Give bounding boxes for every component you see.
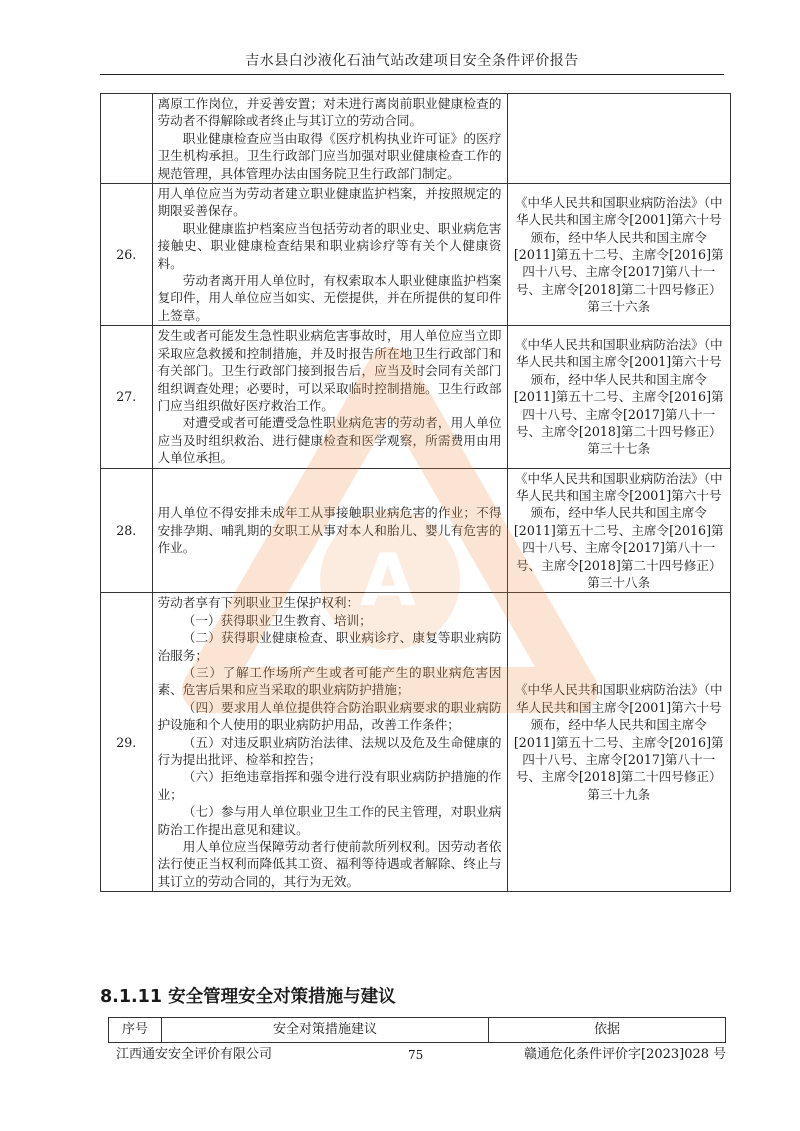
basis-cell [507, 94, 731, 184]
footer-doc-number: 赣通危化条件评价字[2023]028 号 [524, 1047, 727, 1062]
paragraph: （三）了解工作场所产生或者可能产生的职业病危害因素、危害后果和应当采取的职业病防护措施； [157, 665, 502, 698]
table-row-29 [101, 593, 731, 892]
basis-cell: 《中华人民共和国职业病防治法》（中华人民共和国主席令[2001]第六十号颁布，经中华人民共和国主席令[2011]第五十二号、主席令[2016]第四十八号、主席令[2017]第八十一号、主席令[2018]第二十四号修正）第三十六条 [507, 184, 731, 326]
col-header-basis: 依据 [489, 1018, 726, 1043]
paragraph: 离原工作岗位，并妥善安置；对未进行离岗前职业健康检查的劳动者不得解除或者终止与其订立的劳动合同。 [157, 96, 502, 129]
paragraph: （六）拒绝违章指挥和强令进行没有职业病防护措施的作业； [157, 769, 502, 802]
requirement-cell [152, 593, 507, 892]
col-header-measures: 安全对策措施建议 [162, 1018, 489, 1043]
paragraph: 发生或者可能发生急性职业病危害事故时，用人单位应当立即采取应急救援和控制措施，并及时报告所在地卫生行政部门和有关部门。卫生行政部门接到报告后，应当及时会同有关部门组织调查处理；必要时，可以采取临时控制措施。卫生行政部门应当组织做好医疗救治工作。 [157, 328, 502, 413]
row-number [101, 94, 153, 184]
requirement-cell [152, 326, 507, 468]
requirement-cell [152, 468, 507, 593]
paragraph: 职业健康监护档案应当包括劳动者的职业史、职业病危害接触史、职业健康检查结果和职业病诊疗等有关个人健康资料。 [157, 220, 502, 271]
paragraph: 职业健康检查应当由取得《医疗机构执业许可证》的医疗卫生机构承担。卫生行政部门应当加强对职业健康检查工作的规范管理，具体管理办法由国务院卫生行政部门制定。 [157, 130, 502, 181]
basis-cell: 《中华人民共和国职业病防治法》（中华人民共和国主席令[2001]第六十号颁布，经中华人民共和国主席令[2011]第五十二号、主席令[2016]第四十八号、主席令[2017]第八十一号、主席令[2018]第二十四号修正）第三十九条 [507, 593, 731, 892]
table-row-26 [101, 184, 731, 326]
paragraph: 劳动者离开用人单位时，有权索取本人职业健康监护档案复印件，用人单位应当如实、无偿提供，并在所提供的复印件上签章。 [157, 273, 502, 323]
requirement-cell [152, 94, 507, 184]
page-number: 75 [408, 1048, 424, 1062]
basis-cell: 《中华人民共和国职业病防治法》（中华人民共和国主席令[2001]第六十号颁布，经中华人民共和国主席令[2011]第五十二号、主席令[2016]第四十八号、主席令[2017]第八十一号、主席令[2018]第二十四号修正）第三十七条 [507, 326, 731, 468]
paragraph: （五）对违反职业病防治法律、法规以及危及生命健康的行为提出批评、检举和控告； [157, 734, 502, 768]
paragraph: 对遭受或者可能遭受急性职业病危害的劳动者，用人单位应当及时组织救治、进行健康检查和医学观察，所需费用由用人单位承担。 [157, 415, 502, 466]
regulation-table [100, 93, 731, 892]
paragraph: （二）获得职业健康检查、职业病诊疗、康复等职业病防治服务； [157, 630, 502, 663]
measures-table [108, 1017, 726, 1043]
row-number: 29. [101, 593, 153, 892]
page-header: 吉水县白沙液化石油气站改建项目安全条件评价报告 [245, 53, 579, 69]
paragraph: （一）获得职业卫生教育、培训； [182, 612, 372, 628]
section-title: 8.1.11 安全管理安全对策措施与建议 [100, 987, 396, 1007]
row-number: 26. [101, 184, 153, 326]
col-header-number: 序号 [109, 1018, 162, 1043]
requirement-cell [152, 184, 507, 326]
basis-cell: 《中华人民共和国职业病防治法》（中华人民共和国主席令[2001]第六十号颁布，经中华人民共和国主席令[2011]第五十二号、主席令[2016]第四十八号、主席令[2017]第八十一号、主席令[2018]第二十四号修正）第三十八条 [507, 468, 731, 593]
paragraph: 劳动者享有下列职业卫生保护权利： [157, 595, 360, 611]
paragraph: （四）要求用人单位提供符合防治职业病要求的职业病防护设施和个人使用的职业病防护用品，改善工作条件； [157, 699, 502, 733]
table-row-27 [101, 326, 731, 468]
table-row-continuation [101, 94, 731, 184]
paragraph: （七）参与用人单位职业卫生工作的民主管理，对职业病防治工作提出意见和建议。 [157, 804, 502, 837]
paragraph: 用人单位不得安排未成年工从事接触职业病危害的作业；不得安排孕期、哺乳期的女职工从事对本人和胎儿、婴儿有危害的作业。 [157, 505, 502, 556]
header-rule [100, 74, 724, 75]
row-number: 27. [101, 326, 153, 468]
table-row-28 [101, 468, 731, 593]
footer-company: 江西通安安全评价有限公司 [116, 1047, 273, 1062]
paragraph: 用人单位应当为劳动者建立职业健康监护档案，并按照规定的期限妥善保存。 [157, 186, 502, 219]
paragraph: 用人单位应当保障劳动者行使前款所列权利。因劳动者依法行使正当权利而降低其工资、福利等待遇或者解除、终止与其订立的劳动合同的，其行为无效。 [157, 839, 502, 889]
row-number: 28. [101, 468, 153, 593]
table-header-row [109, 1018, 726, 1043]
svg-text:A: A [360, 538, 416, 622]
